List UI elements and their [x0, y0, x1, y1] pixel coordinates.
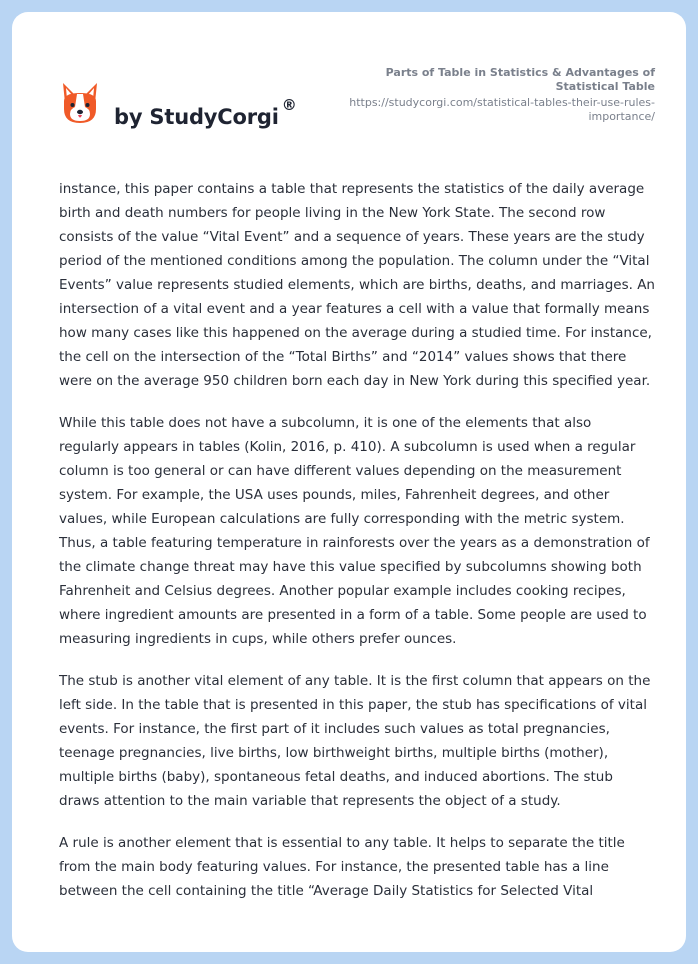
- registered-mark: ®: [281, 96, 297, 114]
- paragraph: While this table does not have a subcolumn, it is one of the elements that also regularly appears in tables (Kolin, 2016, p. 410). A subcolumn is used when a regular column is too general or can have different values depending on the measurement system. For example, the USA uses pounds, miles, Fahrenheit degrees, and other values, while European calculations are fully corresponding with the metric system. Thus, a table featuring temperature in rainforests over the years as a demonstration of the climate change threat may have this value specified by subcolumns showing both Fahrenheit and Celsius degrees. Another popular example includes cooking recipes, where ingredient amounts are presented in a form of a table. Some people are used to measuring ingredients in cups, while others prefer ounces.: [59, 415, 650, 647]
- corgi-icon: [60, 81, 100, 125]
- source-url-link[interactable]: https://studycorgi.com/statistical-tables-their-use-rules-importance/: [349, 96, 655, 123]
- paragraph: The stub is another vital element of any table. It is the first column that appears on the left side. In the table that is presented in this paper, the stub has specifications of vital events. For instance, the first part of it includes such values as total pregnancies, teenage pregnancies, live births, low birthweight births, multiple births (mother), multiple births (baby), spontaneous fetal deaths, and induced abortions. The stub draws attention to the main variable that represents the object of a study.: [59, 673, 651, 809]
- document-page: [12, 12, 686, 952]
- brand-text: by StudyCorgi: [114, 105, 279, 129]
- article-body: [59, 177, 655, 921]
- studycorgi-logo[interactable]: [60, 76, 297, 129]
- paragraph: A rule is another element that is essential to any table. It helps to separate the title from the main body featuring values. For instance, the presented table has a line between the cell containing the title “Average Daily Statistics for Selected Vital: [59, 835, 625, 899]
- brand-name: [114, 96, 297, 129]
- document-title: Parts of Table in Statistics & Advantages of Statistical Table: [385, 66, 655, 93]
- paragraph: instance, this paper contains a table that represents the statistics of the daily average birth and death numbers for people living in the New York State. The second row consists of the value “Vital Event” and a sequence of years. These years are the study period of the mentioned conditions among the population. The column under the “Vital Events” value represents studied elements, which are births, deaths, and marriages. An intersection of a vital event and a year features a cell with a value that formally means how many cases like this happened on the average during a studied time. For instance, the cell on the intersection of the “Total Births” and “2014” values shows that there were on the average 950 children born each day in New York during this specified year.: [59, 181, 655, 389]
- source-info: [325, 66, 655, 124]
